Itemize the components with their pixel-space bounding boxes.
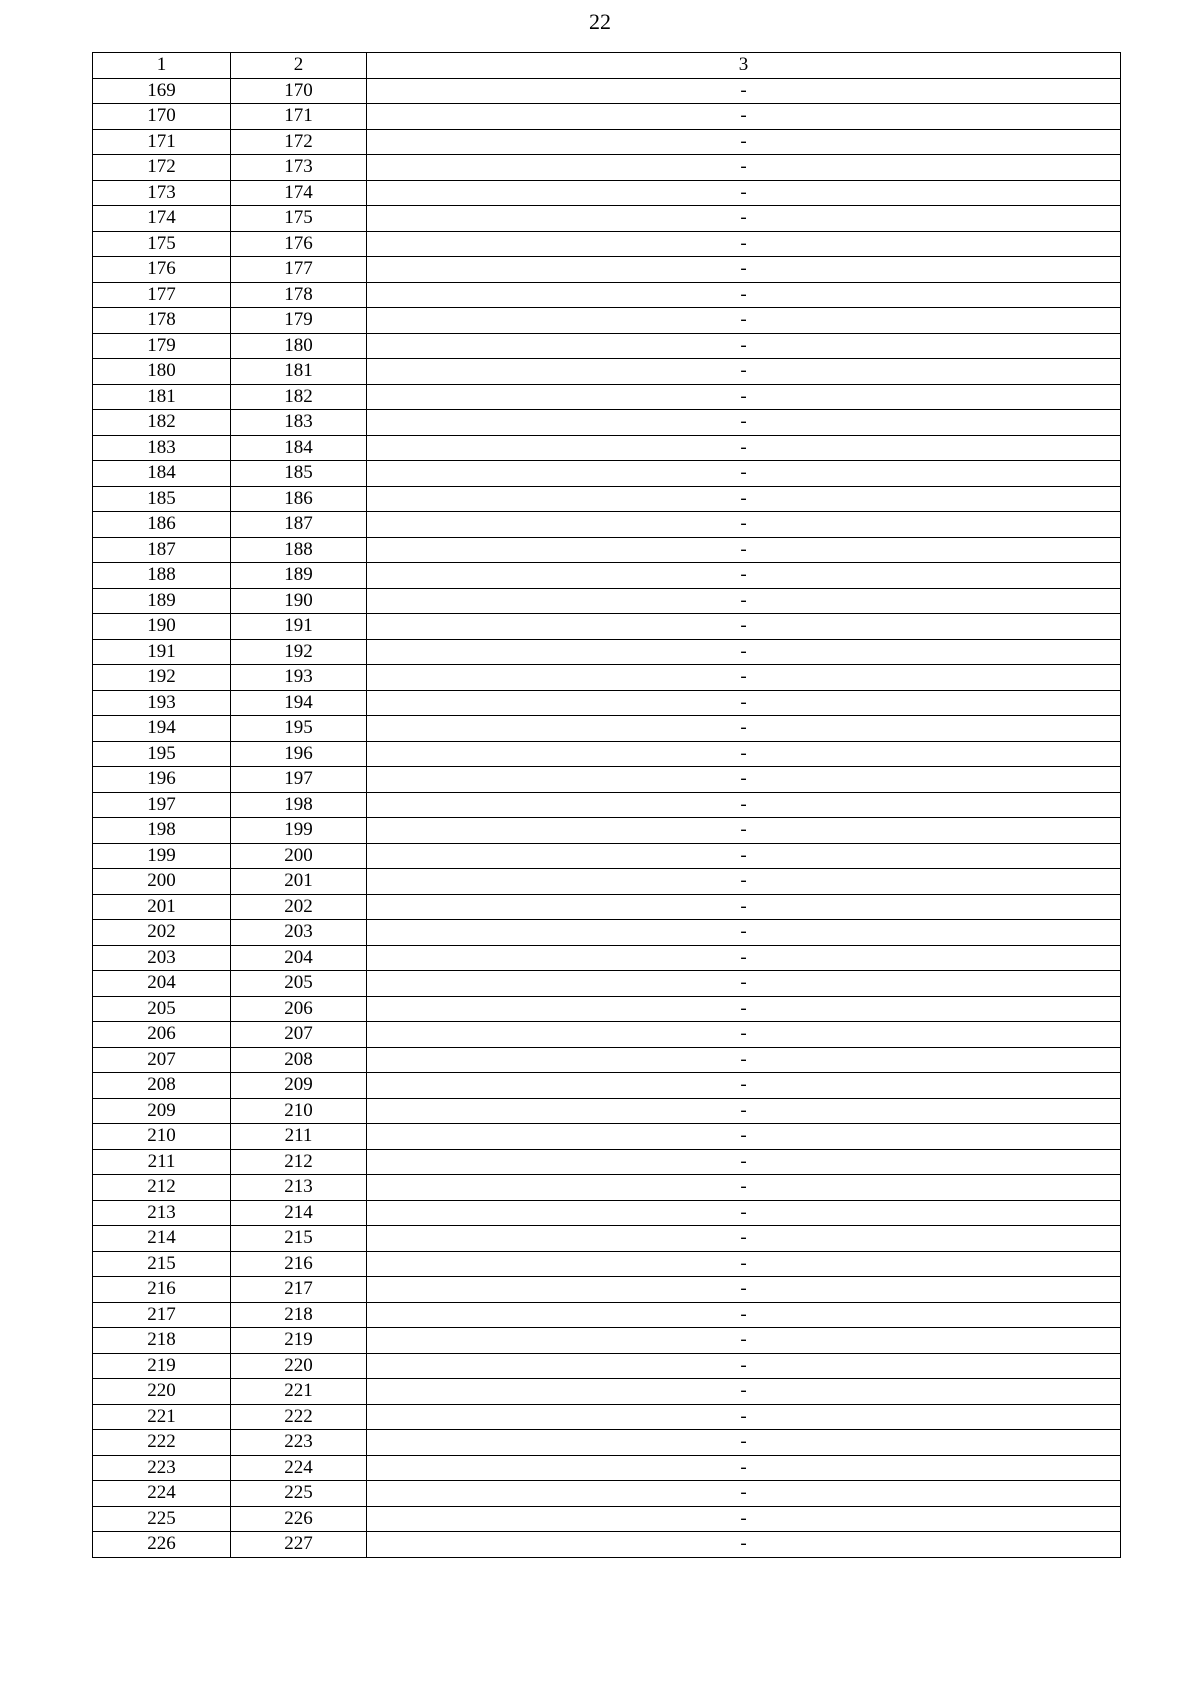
cell-col-3: - <box>367 410 1121 436</box>
cell-col-3: - <box>367 639 1121 665</box>
cell-col-3: - <box>367 512 1121 538</box>
cell-col-1: 193 <box>93 690 231 716</box>
cell-col-3: - <box>367 614 1121 640</box>
cell-col-3: - <box>367 1047 1121 1073</box>
cell-col-2: 186 <box>231 486 367 512</box>
cell-col-2: 215 <box>231 1226 367 1252</box>
table-row <box>93 690 1121 716</box>
table-row <box>93 741 1121 767</box>
cell-col-1: 178 <box>93 308 231 334</box>
cell-col-1: 196 <box>93 767 231 793</box>
table-row <box>93 206 1121 232</box>
cell-col-3: - <box>367 1098 1121 1124</box>
cell-col-1: 199 <box>93 843 231 869</box>
cell-col-3: - <box>367 920 1121 946</box>
cell-col-3: - <box>367 282 1121 308</box>
cell-col-2: 195 <box>231 716 367 742</box>
table-row <box>93 537 1121 563</box>
cell-col-2: 207 <box>231 1022 367 1048</box>
cell-col-2: 211 <box>231 1124 367 1150</box>
cell-col-2: 227 <box>231 1532 367 1558</box>
table-row <box>93 1098 1121 1124</box>
table-row <box>93 486 1121 512</box>
cell-col-1: 182 <box>93 410 231 436</box>
cell-col-3: - <box>367 180 1121 206</box>
table-row <box>93 1251 1121 1277</box>
cell-col-3: - <box>367 257 1121 283</box>
cell-col-2: 173 <box>231 155 367 181</box>
table-row <box>93 563 1121 589</box>
cell-col-2: 187 <box>231 512 367 538</box>
cell-col-3: - <box>367 1353 1121 1379</box>
cell-col-1: 194 <box>93 716 231 742</box>
data-table <box>92 52 1121 1558</box>
cell-col-3: - <box>367 1302 1121 1328</box>
cell-col-2: 176 <box>231 231 367 257</box>
cell-col-2: 203 <box>231 920 367 946</box>
column-header-2: 2 <box>231 53 367 79</box>
cell-col-3: - <box>367 843 1121 869</box>
cell-col-3: - <box>367 665 1121 691</box>
cell-col-1: 190 <box>93 614 231 640</box>
cell-col-3: - <box>367 767 1121 793</box>
cell-col-1: 218 <box>93 1328 231 1354</box>
table-row <box>93 180 1121 206</box>
cell-col-2: 198 <box>231 792 367 818</box>
table-row <box>93 1022 1121 1048</box>
cell-col-3: - <box>367 1149 1121 1175</box>
table-row <box>93 971 1121 997</box>
table-row <box>93 1404 1121 1430</box>
cell-col-2: 206 <box>231 996 367 1022</box>
table-body <box>93 53 1121 1558</box>
cell-col-2: 205 <box>231 971 367 997</box>
cell-col-1: 177 <box>93 282 231 308</box>
cell-col-1: 208 <box>93 1073 231 1099</box>
cell-col-2: 208 <box>231 1047 367 1073</box>
cell-col-1: 225 <box>93 1506 231 1532</box>
cell-col-1: 220 <box>93 1379 231 1405</box>
cell-col-1: 221 <box>93 1404 231 1430</box>
cell-col-2: 171 <box>231 104 367 130</box>
cell-col-1: 198 <box>93 818 231 844</box>
cell-col-1: 197 <box>93 792 231 818</box>
cell-col-1: 170 <box>93 104 231 130</box>
cell-col-1: 203 <box>93 945 231 971</box>
table-row <box>93 614 1121 640</box>
cell-col-2: 172 <box>231 129 367 155</box>
cell-col-3: - <box>367 1379 1121 1405</box>
cell-col-1: 224 <box>93 1481 231 1507</box>
cell-col-3: - <box>367 690 1121 716</box>
cell-col-2: 181 <box>231 359 367 385</box>
cell-col-3: - <box>367 155 1121 181</box>
cell-col-1: 175 <box>93 231 231 257</box>
table-row <box>93 1353 1121 1379</box>
cell-col-1: 192 <box>93 665 231 691</box>
cell-col-1: 204 <box>93 971 231 997</box>
table-row <box>93 512 1121 538</box>
cell-col-3: - <box>367 741 1121 767</box>
cell-col-1: 200 <box>93 869 231 895</box>
cell-col-2: 190 <box>231 588 367 614</box>
cell-col-2: 197 <box>231 767 367 793</box>
table-row <box>93 1200 1121 1226</box>
cell-col-1: 191 <box>93 639 231 665</box>
table-row <box>93 843 1121 869</box>
table-row <box>93 435 1121 461</box>
table-row <box>93 231 1121 257</box>
table-header-row <box>93 53 1121 79</box>
cell-col-1: 173 <box>93 180 231 206</box>
table-row <box>93 1481 1121 1507</box>
cell-col-3: - <box>367 1175 1121 1201</box>
cell-col-1: 195 <box>93 741 231 767</box>
cell-col-2: 194 <box>231 690 367 716</box>
cell-col-2: 188 <box>231 537 367 563</box>
cell-col-1: 219 <box>93 1353 231 1379</box>
cell-col-3: - <box>367 333 1121 359</box>
table-row <box>93 792 1121 818</box>
cell-col-2: 224 <box>231 1455 367 1481</box>
cell-col-3: - <box>367 1022 1121 1048</box>
cell-col-3: - <box>367 308 1121 334</box>
table-row <box>93 461 1121 487</box>
table-row <box>93 1124 1121 1150</box>
table-row <box>93 1226 1121 1252</box>
table-row <box>93 818 1121 844</box>
table-row <box>93 1175 1121 1201</box>
cell-col-2: 193 <box>231 665 367 691</box>
cell-col-1: 176 <box>93 257 231 283</box>
cell-col-3: - <box>367 461 1121 487</box>
table-row <box>93 996 1121 1022</box>
cell-col-2: 202 <box>231 894 367 920</box>
table-row <box>93 716 1121 742</box>
table-row <box>93 1506 1121 1532</box>
table-row <box>93 384 1121 410</box>
cell-col-1: 226 <box>93 1532 231 1558</box>
cell-col-1: 211 <box>93 1149 231 1175</box>
cell-col-3: - <box>367 792 1121 818</box>
cell-col-3: - <box>367 1481 1121 1507</box>
cell-col-2: 196 <box>231 741 367 767</box>
table-row <box>93 333 1121 359</box>
table-row <box>93 1277 1121 1303</box>
cell-col-1: 184 <box>93 461 231 487</box>
table-row <box>93 1073 1121 1099</box>
cell-col-2: 217 <box>231 1277 367 1303</box>
cell-col-2: 178 <box>231 282 367 308</box>
table-row <box>93 129 1121 155</box>
table-row <box>93 104 1121 130</box>
cell-col-3: - <box>367 1328 1121 1354</box>
cell-col-3: - <box>367 869 1121 895</box>
table-row <box>93 1302 1121 1328</box>
column-header-3: 3 <box>367 53 1121 79</box>
cell-col-2: 214 <box>231 1200 367 1226</box>
cell-col-1: 171 <box>93 129 231 155</box>
cell-col-3: - <box>367 129 1121 155</box>
cell-col-3: - <box>367 231 1121 257</box>
table-row <box>93 639 1121 665</box>
table-row <box>93 1047 1121 1073</box>
table-row <box>93 588 1121 614</box>
table-row <box>93 78 1121 104</box>
cell-col-2: 180 <box>231 333 367 359</box>
table-row <box>93 1430 1121 1456</box>
cell-col-1: 213 <box>93 1200 231 1226</box>
cell-col-3: - <box>367 104 1121 130</box>
cell-col-3: - <box>367 818 1121 844</box>
cell-col-1: 217 <box>93 1302 231 1328</box>
cell-col-3: - <box>367 1532 1121 1558</box>
cell-col-2: 201 <box>231 869 367 895</box>
cell-col-3: - <box>367 1124 1121 1150</box>
cell-col-2: 183 <box>231 410 367 436</box>
cell-col-1: 223 <box>93 1455 231 1481</box>
cell-col-2: 210 <box>231 1098 367 1124</box>
cell-col-2: 170 <box>231 78 367 104</box>
table-row <box>93 869 1121 895</box>
table-row <box>93 257 1121 283</box>
cell-col-2: 192 <box>231 639 367 665</box>
table-row <box>93 410 1121 436</box>
cell-col-1: 187 <box>93 537 231 563</box>
cell-col-2: 177 <box>231 257 367 283</box>
cell-col-1: 183 <box>93 435 231 461</box>
cell-col-1: 189 <box>93 588 231 614</box>
cell-col-1: 201 <box>93 894 231 920</box>
cell-col-1: 180 <box>93 359 231 385</box>
table-row <box>93 1532 1121 1558</box>
cell-col-2: 213 <box>231 1175 367 1201</box>
cell-col-3: - <box>367 1073 1121 1099</box>
cell-col-1: 188 <box>93 563 231 589</box>
cell-col-3: - <box>367 996 1121 1022</box>
cell-col-3: - <box>367 1226 1121 1252</box>
cell-col-1: 181 <box>93 384 231 410</box>
cell-col-1: 202 <box>93 920 231 946</box>
cell-col-3: - <box>367 537 1121 563</box>
cell-col-2: 222 <box>231 1404 367 1430</box>
cell-col-1: 209 <box>93 1098 231 1124</box>
cell-col-2: 209 <box>231 1073 367 1099</box>
cell-col-2: 184 <box>231 435 367 461</box>
cell-col-1: 210 <box>93 1124 231 1150</box>
cell-col-2: 174 <box>231 180 367 206</box>
column-header-1: 1 <box>93 53 231 79</box>
cell-col-3: - <box>367 1404 1121 1430</box>
cell-col-2: 185 <box>231 461 367 487</box>
cell-col-1: 179 <box>93 333 231 359</box>
table-row <box>93 767 1121 793</box>
cell-col-3: - <box>367 359 1121 385</box>
table-row <box>93 359 1121 385</box>
cell-col-2: 179 <box>231 308 367 334</box>
cell-col-3: - <box>367 945 1121 971</box>
table-row <box>93 894 1121 920</box>
cell-col-1: 174 <box>93 206 231 232</box>
cell-col-3: - <box>367 486 1121 512</box>
table-row <box>93 665 1121 691</box>
cell-col-2: 175 <box>231 206 367 232</box>
cell-col-3: - <box>367 1506 1121 1532</box>
cell-col-1: 185 <box>93 486 231 512</box>
cell-col-2: 189 <box>231 563 367 589</box>
cell-col-1: 212 <box>93 1175 231 1201</box>
cell-col-3: - <box>367 1430 1121 1456</box>
table-row <box>93 155 1121 181</box>
cell-col-2: 204 <box>231 945 367 971</box>
cell-col-2: 225 <box>231 1481 367 1507</box>
cell-col-2: 221 <box>231 1379 367 1405</box>
cell-col-3: - <box>367 716 1121 742</box>
cell-col-3: - <box>367 971 1121 997</box>
cell-col-3: - <box>367 1251 1121 1277</box>
table-row <box>93 1149 1121 1175</box>
cell-col-3: - <box>367 894 1121 920</box>
cell-col-3: - <box>367 588 1121 614</box>
cell-col-1: 214 <box>93 1226 231 1252</box>
cell-col-3: - <box>367 1455 1121 1481</box>
cell-col-3: - <box>367 435 1121 461</box>
table-row <box>93 945 1121 971</box>
cell-col-3: - <box>367 384 1121 410</box>
table-row <box>93 308 1121 334</box>
cell-col-3: - <box>367 1200 1121 1226</box>
cell-col-1: 186 <box>93 512 231 538</box>
cell-col-2: 223 <box>231 1430 367 1456</box>
cell-col-3: - <box>367 78 1121 104</box>
table-row <box>93 1328 1121 1354</box>
cell-col-3: - <box>367 563 1121 589</box>
cell-col-2: 216 <box>231 1251 367 1277</box>
cell-col-3: - <box>367 206 1121 232</box>
cell-col-1: 215 <box>93 1251 231 1277</box>
cell-col-2: 226 <box>231 1506 367 1532</box>
cell-col-1: 205 <box>93 996 231 1022</box>
cell-col-2: 219 <box>231 1328 367 1354</box>
cell-col-1: 206 <box>93 1022 231 1048</box>
cell-col-2: 200 <box>231 843 367 869</box>
cell-col-1: 222 <box>93 1430 231 1456</box>
cell-col-2: 191 <box>231 614 367 640</box>
cell-col-1: 172 <box>93 155 231 181</box>
cell-col-1: 216 <box>93 1277 231 1303</box>
cell-col-2: 220 <box>231 1353 367 1379</box>
table-row <box>93 920 1121 946</box>
cell-col-3: - <box>367 1277 1121 1303</box>
cell-col-1: 169 <box>93 78 231 104</box>
page-number: 22 <box>589 9 611 34</box>
cell-col-2: 199 <box>231 818 367 844</box>
table-row <box>93 282 1121 308</box>
table-row <box>93 1455 1121 1481</box>
cell-col-2: 182 <box>231 384 367 410</box>
table-row <box>93 1379 1121 1405</box>
cell-col-2: 212 <box>231 1149 367 1175</box>
cell-col-1: 207 <box>93 1047 231 1073</box>
cell-col-2: 218 <box>231 1302 367 1328</box>
